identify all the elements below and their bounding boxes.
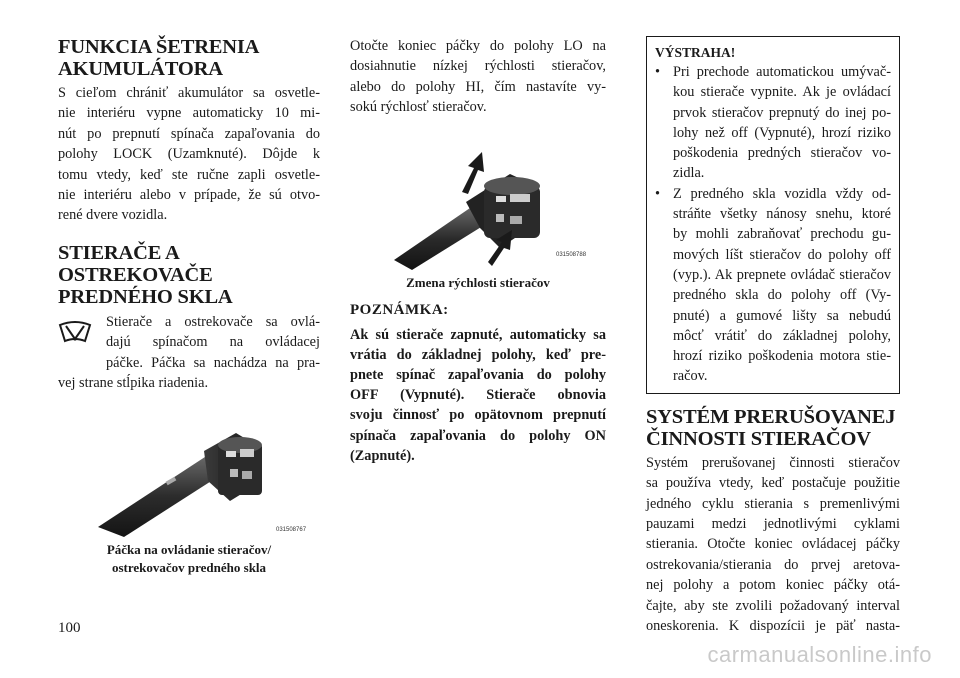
column-left: [58, 36, 320, 577]
heading-wipers: STIERAČE A OSTREKOVAČE PREDNÉHO SKLA: [58, 241, 233, 308]
paragraph-battery-saver: S cieľom chrániť akumulátor sa osvetle- nie interiéru vypne automaticky 10 mi- nút po prepnutí spínača zapaľovania do polohy LOCK (Uzamknuté). Dôjde k tomu vtedy, keď ste ručne zapli osvetle- nie interiéru alebo v prípade, že sú otvo- rené dvere vozidla.: [58, 85, 320, 224]
figure-wiper-lever: [58, 415, 320, 537]
figure-wiper-speed: [350, 138, 606, 270]
column-right: [646, 36, 900, 636]
wiper-lever-illustration: [58, 415, 320, 537]
warning-item: • Z predného skla vozidla vždy od- stráňte všetky nánosy snehu, ktoré by mohli zabraňovať prechodu gu- mových líšt stieračov do polohy off (vyp.). Ak prepnete ovládač stieračov predného skla do polohy off (Vy- pnuté) a gumové lišty sa nebudú môcť vrátiť do základnej polohy, hrozí riziko poškodenia motora stie- račov.: [655, 185, 891, 385]
warning-item: • Pri prechode automatickou umývač- kou stierače vypnite. Ak je ovládací prvok stieračov prepnutý do inej po- lohy než off (Vypnuté), hrozí riziko poškodenia predných stieračov vo- zidla.: [655, 64, 891, 182]
paragraph-wipers: Stierače a ostrekovače sa ovlá- dajú spínačom na ovládacej páčke. Páčka sa nachádza na pra- vej strane stĺpika riadenia.: [58, 313, 320, 392]
wiper-speed-illustration: [350, 138, 606, 270]
paragraph-intermittent: Systém prerušovanej činnosti stieračov sa používa vtedy, keď postačuje použitie jedného cyklu stierania s premenlivými pauzami medzi jednotlivými cyklami stierania. Otočte koniec ovládacej páčky ostrekovania/stierania do prvej aretova- nej polohy a potom koniec páčky otá- čajte, aby ste zvolili požadovaný interval oneskorenia. K dispozícii je päť nasta-: [646, 454, 900, 634]
arrow-up-icon: [462, 152, 484, 194]
wiper-intro: [58, 311, 320, 394]
note-title: POZNÁMKA:: [350, 301, 449, 318]
warning-title: VÝSTRAHA!: [655, 45, 736, 60]
paragraph-speed: Otočte koniec páčky do polohy LO na dosiahnutie nízkej rýchlosti stieračov, alebo do polohy HI, čím nastavíte vy- sokú rýchlosť stieračov.: [350, 38, 606, 116]
column-middle: [350, 36, 606, 466]
warning-box: [646, 36, 900, 394]
watermark: carmanualsonline.info: [707, 642, 932, 667]
page-number: 100: [58, 620, 81, 636]
windshield-wiper-icon: [58, 317, 92, 345]
note-body: Ak sú stierače zapnuté, automaticky sa vrátia do základnej polohy, keď pre- pnete spínač zapaľovania do polohy OFF (Vypnuté). Stierače obnovia svoju činnosť po opätovnom prepnutí spínača zapaľovania do polohy ON (Zapnuté).: [350, 326, 606, 464]
figure-caption-speed: Zmena rýchlosti stieračov: [406, 274, 550, 290]
figure-code: 031508767: [276, 527, 307, 534]
heading-intermittent: SYSTÉM PRERUŠOVANEJ ČINNOSTI STIERAČOV: [646, 405, 896, 450]
figure-code: 031508788: [556, 251, 587, 258]
figure-caption-lever: Páčka na ovládanie stieračov/ ostrekovačov predného skla: [106, 542, 272, 576]
heading-battery-saver: FUNKCIA ŠETRENIA AKUMULÁTORA: [58, 36, 260, 80]
